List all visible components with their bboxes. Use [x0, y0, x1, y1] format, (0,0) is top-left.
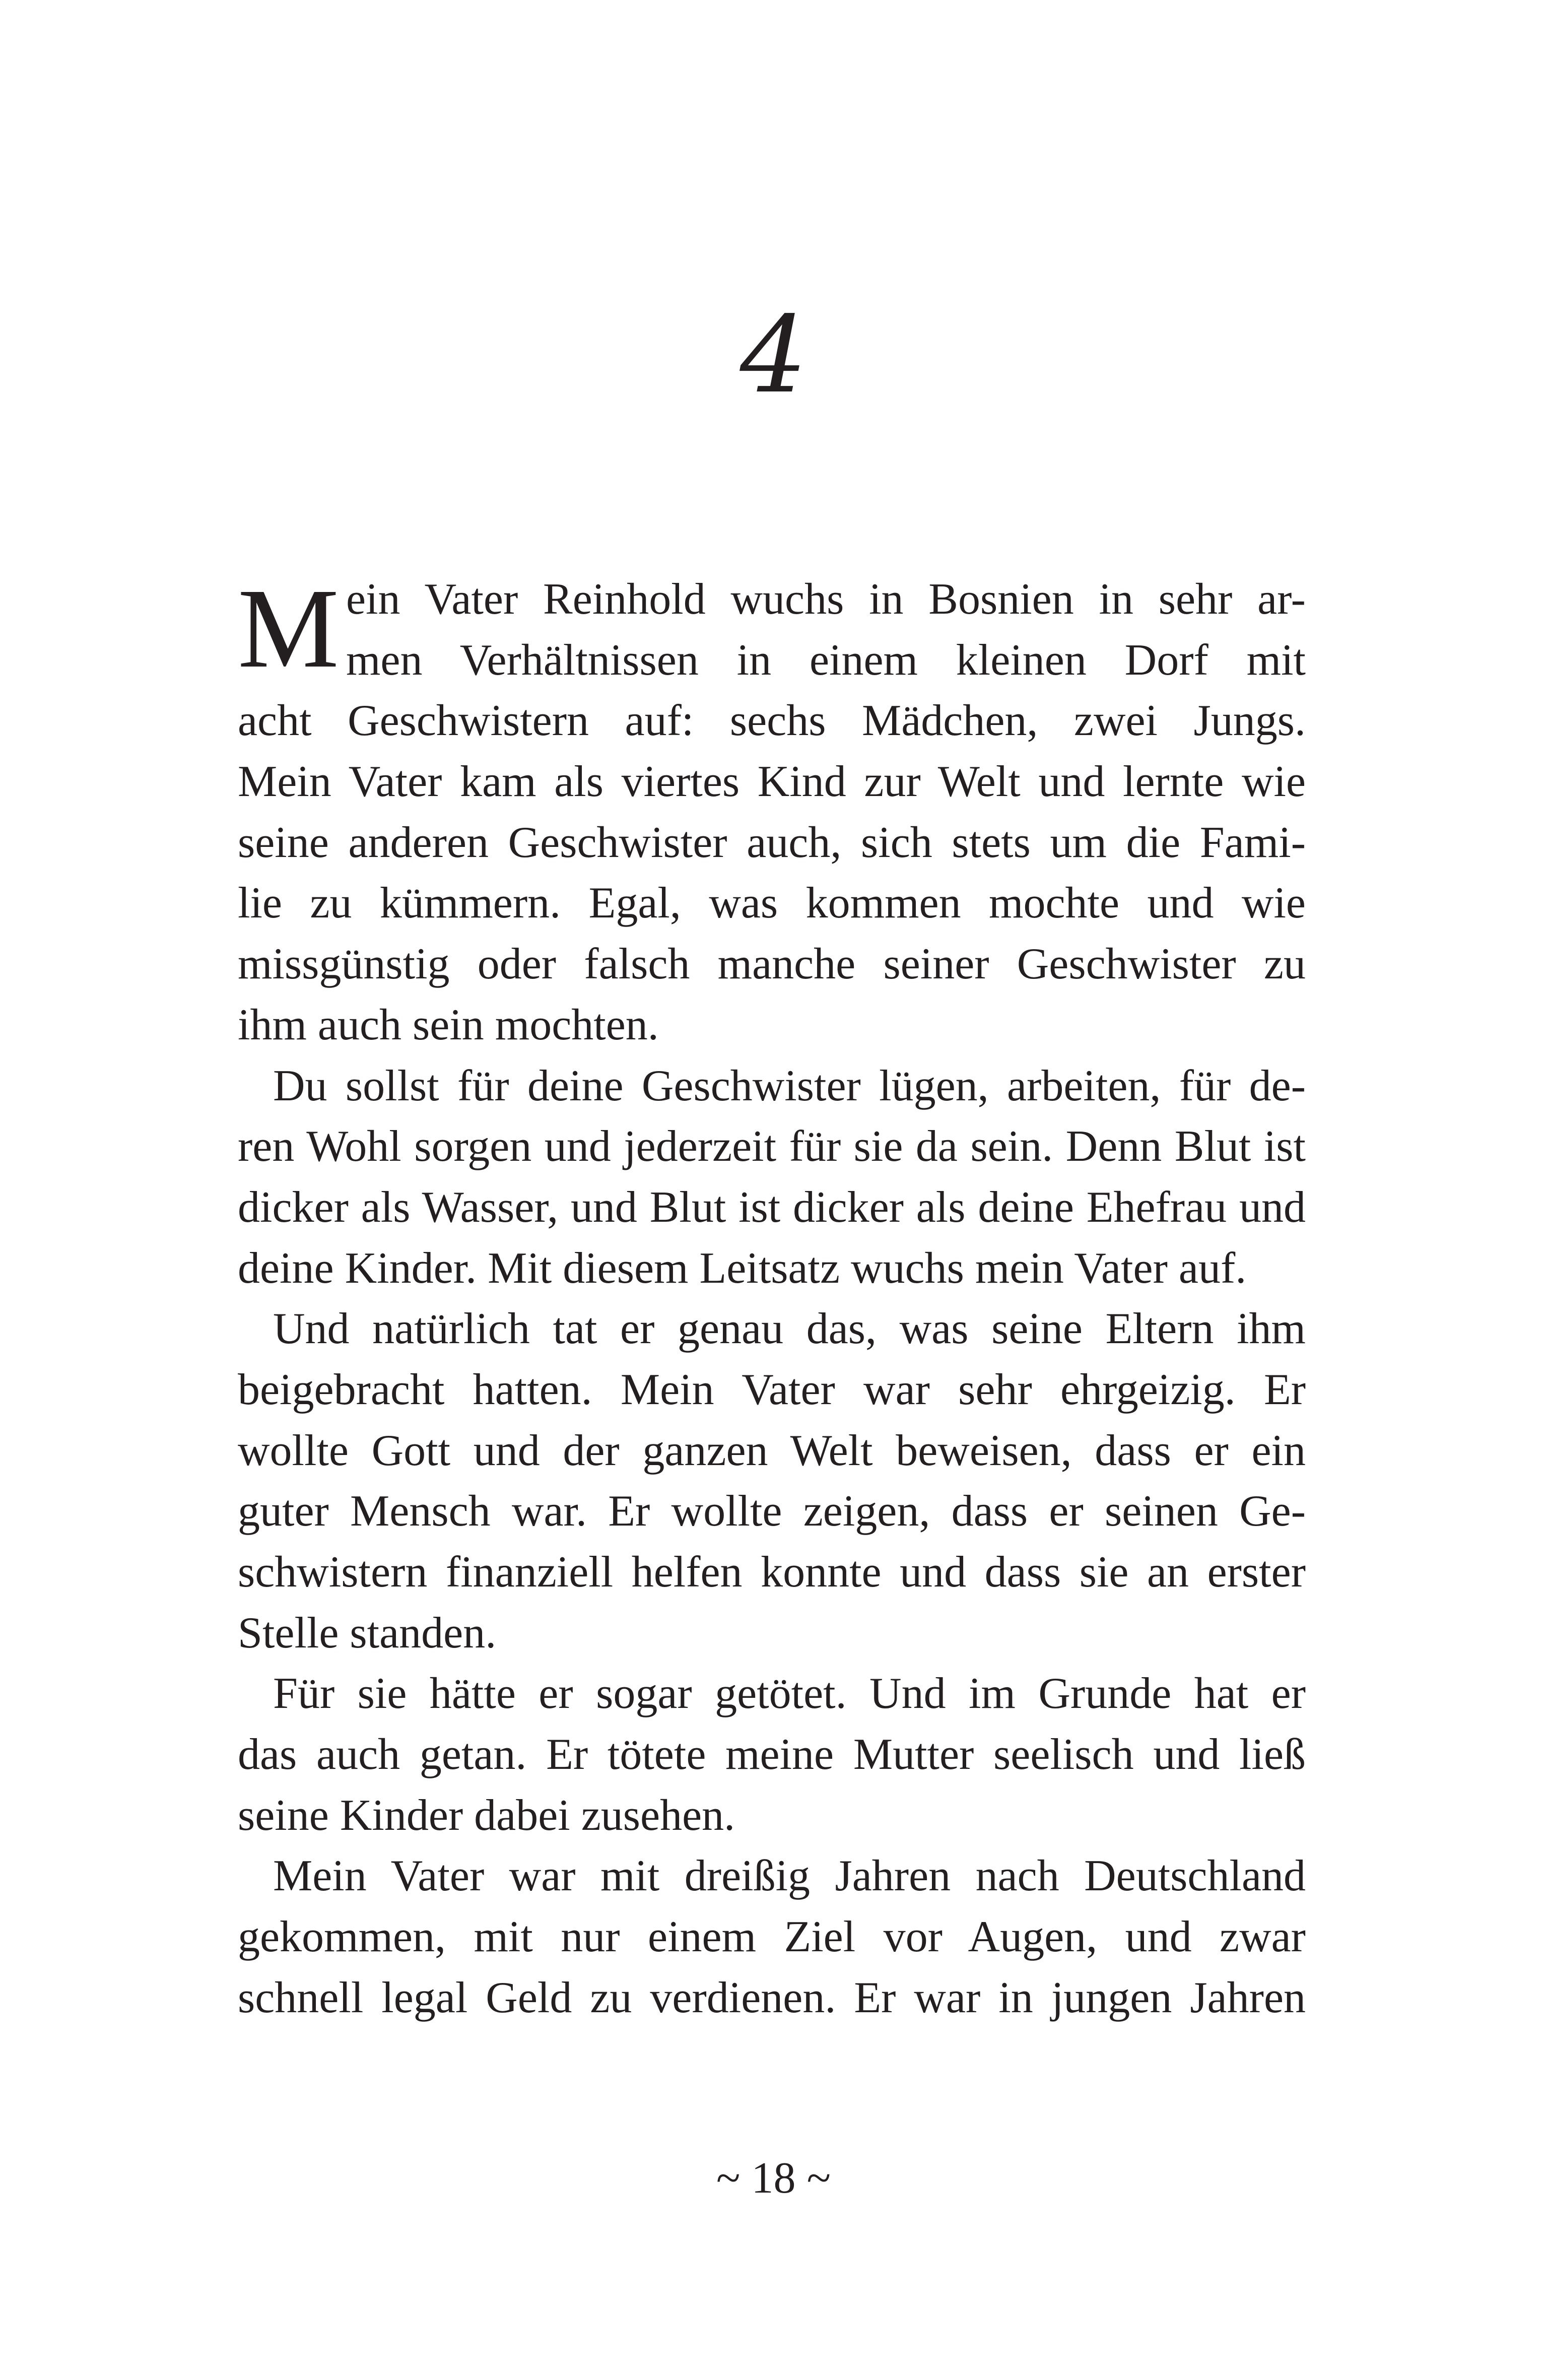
text-line: gekommen, mit nur einem Ziel vor Augen, und zwar — [238, 1912, 1306, 1962]
drop-cap: M — [238, 565, 339, 691]
text-line: missgünstig oder falsch manche seiner Geschwister zu — [238, 940, 1306, 989]
text-line: Mein Vater war mit dreißig Jahren nach Deutschland — [273, 1852, 1306, 1901]
text-line: men Verhältnissen in einem kleinen Dorf mit — [346, 635, 1306, 685]
paragraph-1 — [238, 565, 1306, 1056]
text-line: beigebracht hatten. Mein Vater war sehr ehrgeizig. Er — [238, 1365, 1306, 1414]
text-line: Mein Vater kam als viertes Kind zur Welt und lernte wie — [238, 757, 1306, 807]
paragraph-2 — [238, 1056, 1306, 1299]
page-number: ~ 18 ~ — [716, 2154, 831, 2203]
text-line: deine Kinder. Mit diesem Leitsatz wuchs mein Vater auf. — [238, 1243, 1247, 1293]
text-line: das auch getan. Er tötete meine Mutter seelisch und ließ — [238, 1730, 1306, 1779]
text-line: Und natürlich tat er genau das, was seine Eltern ihm — [273, 1304, 1306, 1354]
text-line: schnell legal Geld zu verdienen. Er war in jungen Jahren — [238, 1973, 1306, 2022]
text-line: seine Kinder dabei zusehen. — [238, 1791, 735, 1840]
text-line: dicker als Wasser, und Blut ist dicker als deine Ehefrau und — [238, 1182, 1306, 1232]
text-line: acht Geschwistern auf: sechs Mädchen, zwei Jungs. — [238, 696, 1306, 746]
paragraph-3 — [238, 1299, 1306, 1664]
chapter-number: 4 — [739, 293, 808, 417]
text-line: ein Vater Reinhold wuchs in Bosnien in sehr ar- — [346, 575, 1306, 624]
text-line: guter Mensch war. Er wollte zeigen, dass er seinen Ge- — [238, 1487, 1306, 1536]
paragraph-5 — [238, 1846, 1306, 2028]
text-line: ihm auch sein mochten. — [238, 1000, 659, 1049]
text-line: seine anderen Geschwister auch, sich stets um die Fami- — [238, 818, 1306, 867]
text-line: lie zu kümmern. Egal, was kommen mochte und wie — [238, 879, 1306, 928]
text-line: Stelle standen. — [238, 1608, 497, 1658]
body-text — [238, 565, 1306, 2029]
paragraph-4 — [238, 1664, 1306, 1846]
text-line: ren Wohl sorgen und jederzeit für sie da sein. Denn Blut ist — [238, 1122, 1306, 1171]
text-line: Für sie hätte er sogar getötet. Und im Grunde hat er — [273, 1669, 1306, 1718]
text-line: schwistern finanziell helfen konnte und dass sie an erster — [238, 1548, 1306, 1597]
text-line: wollte Gott und der ganzen Welt beweisen, dass er ein — [238, 1426, 1306, 1475]
text-line: Du sollst für deine Geschwister lügen, arbeiten, für de- — [273, 1061, 1306, 1110]
